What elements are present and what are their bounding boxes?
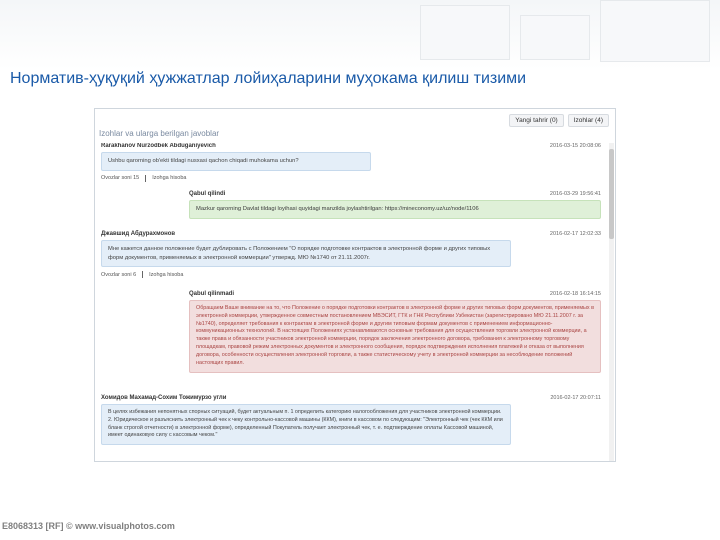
reply-item: [189, 191, 601, 219]
watermark: E8068313 [RF] © www.visualphotos.com: [2, 521, 175, 531]
votes-count: Ovozlar soni 6: [101, 271, 137, 278]
tabs-bar: [509, 114, 609, 127]
page-title: Норматив-ҳуқуқий ҳужжатлар лойиҳаларини муҳокама қилиш тизими: [10, 70, 527, 87]
reply-date: 2016-03-29 19:56:41: [549, 191, 601, 197]
decorative-square: [420, 5, 510, 60]
comment-author: Хомидов Махамад-Сохим Тожимурзо угли: [101, 395, 227, 401]
vote-link[interactable]: Izohga hisoba: [152, 175, 187, 182]
comment-date: 2016-02-17 20:07:11: [550, 395, 601, 401]
reply-text: Mazkur qarorning Davlat tildagi loyihasi quyidagi manzilda joylashtirilgan: https://mineconomy.uz/uz/node/1106: [189, 200, 601, 219]
comment-text: В целях избежания непонятных спорных ситуаций, будет актуальным п. 1 определить категорию налогообложения для участников электронной коммерции. 2. Юридическое и разъяснить электронный чек к чеку контрольно-кассовой машины (ККМ), книги в кассовом по следующим: "Электронный чек (чек ККМ или бланк строгой отчетности) в электронной форме), определенный Покупатель получает электронный чек, т. е. подтверждение оплаты Кассовой машиной, имеет одинаковую силу с кассовым чеком.": [101, 404, 511, 445]
scrollbar-thumb[interactable]: [609, 149, 614, 239]
comment-votes: [101, 271, 601, 278]
comment-item: [101, 395, 601, 445]
decorative-square: [520, 15, 590, 60]
panel-heading: Izohlar va ularga berilgan javoblar: [99, 129, 220, 138]
votes-count: Ovozlar soni 15: [101, 175, 140, 182]
comment-text: Ushbu qarorning ob'ekti tildagi nusxasi qachon chiqadi muhokama uchun?: [101, 152, 371, 171]
comments-panel: [94, 108, 616, 462]
reply-date: 2016-02-18 16:14:15: [549, 291, 601, 297]
comment-date: 2016-03-15 20:08:06: [549, 143, 601, 149]
comment-item: [101, 143, 601, 182]
decorative-square: [600, 0, 710, 62]
tab-comments[interactable]: Izohlar (4): [568, 114, 609, 127]
comment-date: 2016-02-17 12:02:33: [549, 231, 601, 237]
comment-author: Джавшид Абдурахмонов: [101, 231, 176, 237]
reply-item: [189, 291, 601, 373]
tab-new-revision[interactable]: Yangi tahrir (0): [509, 114, 564, 127]
vote-link[interactable]: Izohga hisoba: [149, 271, 184, 278]
reply-status: Qabul qilindi: [189, 191, 226, 197]
comment-text: Мне кажется данное положение будет дублировать с Положением "О порядке подготовке контрактов в электронной форме и других типовых форм документов, применяемых в электронной коммерции" утвержд. МЮ №1740 от 21.11.2007г.: [101, 240, 511, 267]
comment-item: [101, 231, 601, 278]
divider: [145, 175, 146, 182]
reply-status: Qabul qilinmadi: [189, 291, 235, 297]
comment-votes: [101, 175, 601, 182]
divider: [142, 271, 143, 278]
reply-text: Обращаем Ваше внимание на то, что Положение о порядке подготовки контрактов в электронной форме и других типовых форм документов, применяемых в электронной коммерции, утвержденное совместным постановлением МВЭСИТ, ГТК и ГНК Республики Узбекистан (зарегистрировано МЮ 21.11.2007 г. за №1740), определяет требования к контрактам в электронной форме и другим типовым формам документов с применением информационно-коммуникационных технологий. В настоящих Положениях устанавливаются основные требования для осуществления торговли электронной коммерции, а также права и обязанности участников электронной коммерции, порядок заключения электронного договора, требования к электронному торговому площадкам, правовой режим электронных документов и электронного сообщения, порядок подтверждения исполнения платежей и отказа от выполнения договора, особенности осуществления электронной торговли, а также статистическому учету в электронной коммерции за несоблюдение положений настоящих правил.: [189, 300, 601, 373]
comment-author: Rarakhanov Nurzodbek Abduganiyevich: [101, 143, 216, 149]
comments-list[interactable]: [95, 143, 615, 461]
